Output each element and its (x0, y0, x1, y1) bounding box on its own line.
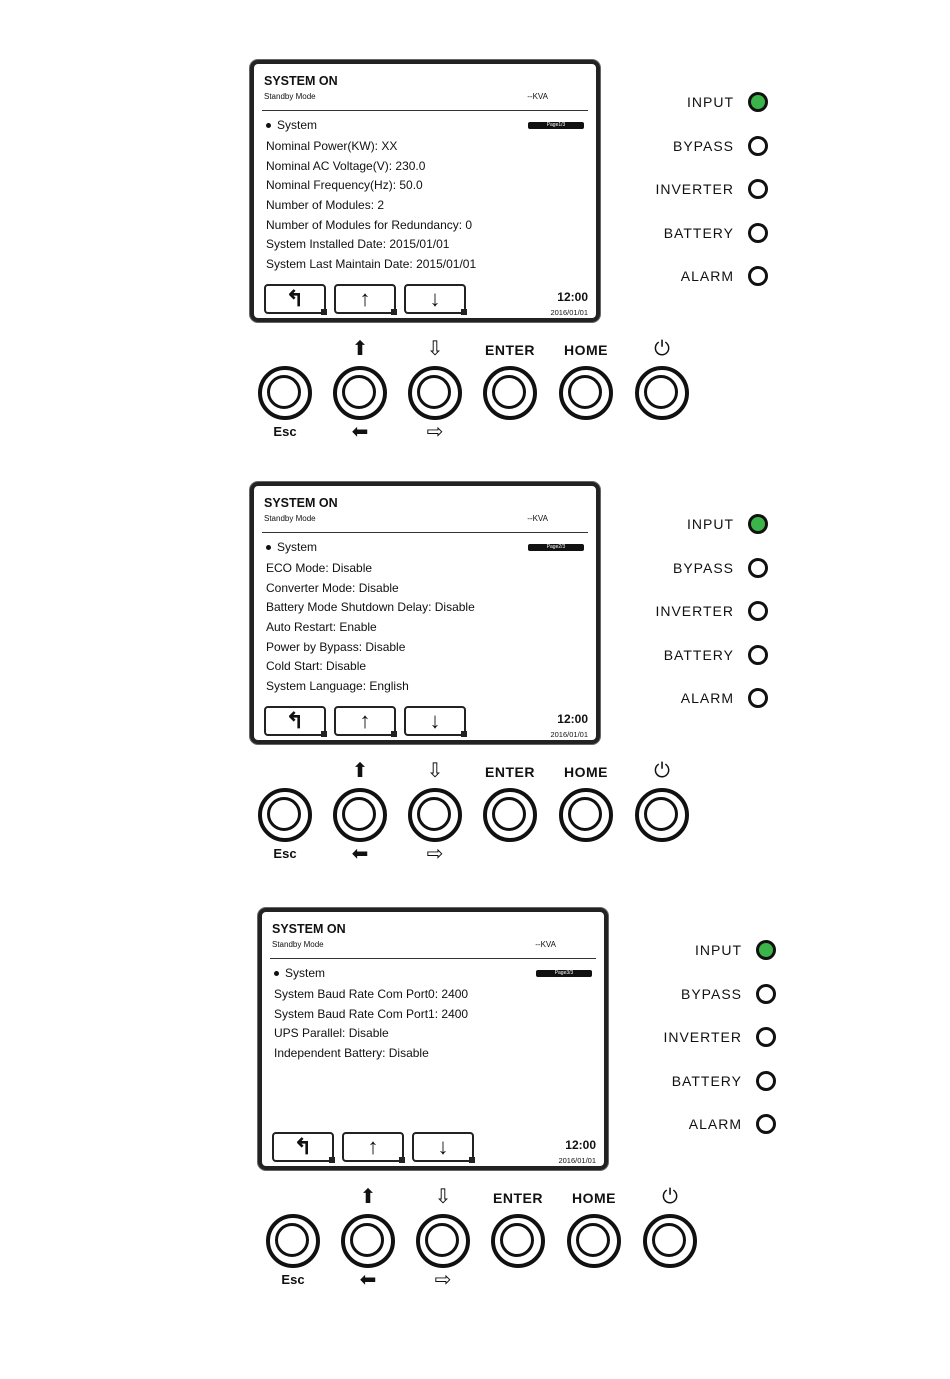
led-label: INVERTER (663, 1029, 742, 1045)
info-line: System Installed Date: 2015/01/01 (266, 237, 450, 252)
info-line: UPS Parallel: Disable (274, 1026, 389, 1041)
up-solid-arrow-icon: ⬆ (351, 338, 369, 360)
screen-header (270, 920, 596, 959)
led-row-battery (640, 221, 770, 245)
section-title (266, 118, 317, 132)
panel-key-4-button[interactable] (483, 788, 537, 842)
screen-down-arrow-button[interactable] (404, 706, 466, 736)
led-row-alarm (640, 264, 770, 288)
led-row-input (648, 938, 778, 962)
info-line: System Baud Rate Com Port1: 2400 (274, 1006, 469, 1021)
page-indicator: Page3/3 (536, 970, 592, 977)
left-solid-arrow-icon: ⬅ (359, 1269, 377, 1291)
info-line: Power by Bypass: Disable (266, 639, 406, 654)
led-battery-icon (748, 223, 768, 243)
info-list (266, 559, 596, 697)
led-label: INPUT (695, 942, 742, 958)
kva-readout: --KVA (527, 92, 548, 101)
kva-readout: --KVA (527, 514, 548, 523)
led-row-bypass (648, 982, 778, 1006)
panel-key-1-button[interactable] (258, 366, 312, 420)
kva-readout: --KVA (535, 940, 556, 949)
lcd-screen (250, 60, 600, 322)
down-arrow-icon: ↓ (437, 1134, 449, 1159)
info-line: Auto Restart: Enable (266, 620, 377, 635)
led-bypass-icon (748, 136, 768, 156)
up-arrow-icon: ↑ (367, 1134, 379, 1159)
left-solid-arrow-icon: ⬅ (351, 843, 369, 865)
led-inverter-icon (748, 601, 768, 621)
led-alarm-icon (748, 266, 768, 286)
section-title (274, 966, 325, 980)
panel-key-4-button[interactable] (491, 1214, 545, 1268)
led-label: BYPASS (673, 559, 734, 576)
key-label: HOME (564, 342, 608, 358)
info-line: Cold Start: Disable (266, 659, 367, 674)
led-input-icon (748, 92, 768, 112)
info-line: Number of Modules for Redundancy: 0 (266, 217, 473, 232)
info-line: System Last Maintain Date: 2015/01/01 (266, 257, 477, 272)
lcd-screen (258, 908, 608, 1170)
screen-down-arrow-button[interactable] (412, 1132, 474, 1162)
led-label: INVERTER (655, 181, 734, 197)
panel-key-2-button[interactable] (341, 1214, 395, 1268)
clock-date: 2016/01/01 (558, 1156, 596, 1165)
clock-date: 2016/01/01 (550, 730, 588, 739)
panel-key-2-button[interactable] (333, 788, 387, 842)
section-label: System (277, 118, 318, 132)
power-icon: ⏻ (662, 1186, 678, 1208)
info-line: Nominal Frequency(Hz): 50.0 (266, 178, 423, 193)
key-label: Esc (281, 1272, 305, 1287)
info-line: Battery Mode Shutdown Delay: Disable (266, 600, 475, 615)
led-row-input (640, 512, 770, 536)
key-label: ENTER (485, 764, 535, 780)
led-label: INPUT (687, 516, 734, 532)
led-input-icon (748, 514, 768, 534)
section-label: System (285, 966, 326, 980)
down-arrow-icon: ↓ (429, 286, 441, 311)
info-line: Nominal Power(KW): XX (266, 139, 398, 153)
bullet-icon (266, 123, 271, 128)
lcd-screen (250, 482, 600, 744)
ups-panel-3 (258, 908, 778, 1308)
led-label: BATTERY (671, 1072, 742, 1089)
power-icon: ⏻ (654, 338, 670, 360)
right-outline-arrow-icon: ⇨ (434, 1269, 452, 1291)
key-label: ENTER (493, 1190, 543, 1206)
screen-header (262, 72, 588, 111)
left-solid-arrow-icon: ⬅ (351, 421, 369, 443)
key-label: HOME (572, 1190, 616, 1206)
led-bypass-icon (748, 558, 768, 578)
led-inverter-icon (748, 179, 768, 199)
panel-key-6-button[interactable] (643, 1214, 697, 1268)
panel-key-1-button[interactable] (258, 788, 312, 842)
screen-back-arrow-button[interactable] (272, 1132, 334, 1162)
key-label: Esc (273, 846, 297, 861)
down-outline-arrow-icon: ⇩ (426, 760, 444, 782)
led-alarm-icon (748, 688, 768, 708)
info-list (274, 985, 604, 1064)
panel-key-2-button[interactable] (333, 366, 387, 420)
up-arrow-icon: ↑ (359, 286, 371, 311)
operating-mode: Standby Mode (264, 92, 316, 101)
led-row-bypass (640, 556, 770, 580)
screen-back-arrow-button[interactable] (264, 284, 326, 314)
info-line: ECO Mode: Disable (266, 561, 373, 575)
clock-time: 12:00 (557, 290, 588, 304)
key-label: HOME (564, 764, 608, 780)
clock-time: 12:00 (565, 1138, 596, 1152)
led-label: ALARM (688, 1116, 742, 1132)
led-bypass-icon (756, 984, 776, 1004)
led-row-alarm (640, 686, 770, 710)
bullet-icon (266, 545, 271, 550)
led-row-input (640, 90, 770, 114)
panel-key-6-button[interactable] (635, 366, 689, 420)
info-line: Independent Battery: Disable (274, 1046, 429, 1061)
key-label: Esc (273, 424, 297, 439)
screen-down-arrow-button[interactable] (404, 284, 466, 314)
operating-mode: Standby Mode (264, 514, 316, 523)
led-battery-icon (748, 645, 768, 665)
down-outline-arrow-icon: ⇩ (426, 338, 444, 360)
right-outline-arrow-icon: ⇨ (426, 843, 444, 865)
led-row-alarm (648, 1112, 778, 1136)
panel-key-5-button[interactable] (559, 366, 613, 420)
panel-key-5-button[interactable] (559, 788, 613, 842)
led-row-battery (640, 643, 770, 667)
led-row-inverter (648, 1025, 778, 1049)
bullet-icon (274, 971, 279, 976)
operating-mode: Standby Mode (272, 940, 324, 949)
key-label: ENTER (485, 342, 535, 358)
panel-key-4-button[interactable] (483, 366, 537, 420)
info-line: Nominal AC Voltage(V): 230.0 (266, 158, 426, 173)
led-label: INVERTER (655, 603, 734, 619)
panel-key-1-button[interactable] (266, 1214, 320, 1268)
down-arrow-icon: ↓ (429, 708, 441, 733)
page-indicator: Page2/3 (528, 544, 584, 551)
down-outline-arrow-icon: ⇩ (434, 1186, 452, 1208)
right-outline-arrow-icon: ⇨ (426, 421, 444, 443)
led-label: BATTERY (663, 224, 734, 241)
page-indicator: Page1/3 (528, 122, 584, 129)
led-inverter-icon (756, 1027, 776, 1047)
ups-panel-1 (250, 60, 770, 460)
up-solid-arrow-icon: ⬆ (351, 760, 369, 782)
power-icon: ⏻ (654, 760, 670, 782)
led-label: ALARM (680, 268, 734, 284)
clock-time: 12:00 (557, 712, 588, 726)
section-title (266, 540, 317, 554)
back-arrow-icon: ↰ (285, 286, 305, 311)
system-status: SYSTEM ON (272, 922, 346, 936)
up-solid-arrow-icon: ⬆ (359, 1186, 377, 1208)
led-row-battery (648, 1069, 778, 1093)
panel-key-3-button[interactable] (408, 788, 462, 842)
panel-key-3-button[interactable] (416, 1214, 470, 1268)
panel-key-5-button[interactable] (567, 1214, 621, 1268)
screen-up-arrow-button[interactable] (334, 706, 396, 736)
ups-panel-2 (250, 482, 770, 882)
screen-header (262, 494, 588, 533)
led-label: INPUT (687, 94, 734, 110)
led-row-bypass (640, 134, 770, 158)
panel-key-3-button[interactable] (408, 366, 462, 420)
info-line: System Language: English (266, 679, 409, 694)
panel-key-6-button[interactable] (635, 788, 689, 842)
section-label: System (277, 540, 318, 554)
led-alarm-icon (756, 1114, 776, 1134)
led-row-inverter (640, 177, 770, 201)
info-line: Number of Modules: 2 (266, 198, 385, 213)
led-label: BYPASS (673, 137, 734, 154)
led-battery-icon (756, 1071, 776, 1091)
led-row-inverter (640, 599, 770, 623)
led-label: BYPASS (681, 985, 742, 1002)
back-arrow-icon: ↰ (285, 708, 305, 733)
info-line: System Baud Rate Com Port0: 2400 (274, 987, 469, 1001)
screen-up-arrow-button[interactable] (342, 1132, 404, 1162)
screen-back-arrow-button[interactable] (264, 706, 326, 736)
clock-date: 2016/01/01 (550, 308, 588, 317)
back-arrow-icon: ↰ (293, 1134, 313, 1159)
led-input-icon (756, 940, 776, 960)
system-status: SYSTEM ON (264, 74, 338, 88)
info-list (266, 137, 596, 275)
led-label: BATTERY (663, 646, 734, 663)
system-status: SYSTEM ON (264, 496, 338, 510)
up-arrow-icon: ↑ (359, 708, 371, 733)
screen-up-arrow-button[interactable] (334, 284, 396, 314)
info-line: Converter Mode: Disable (266, 580, 399, 595)
led-label: ALARM (680, 690, 734, 706)
